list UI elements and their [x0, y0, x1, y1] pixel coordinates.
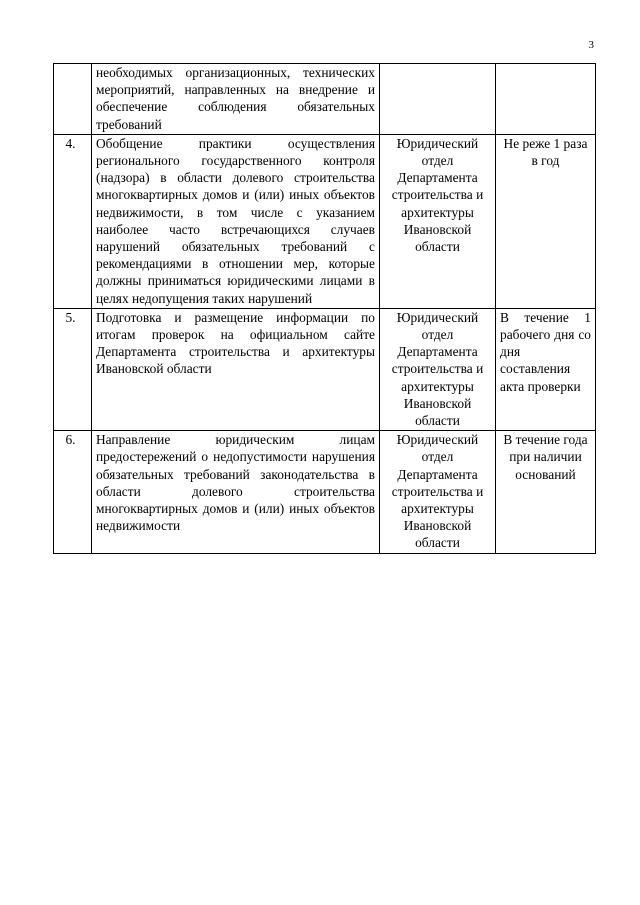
term-cell: [496, 64, 596, 135]
term-cell: В течение года при наличии оснований: [496, 431, 596, 553]
measures-table: [53, 63, 596, 554]
measure-description-cell: Обобщение практики осуществления регионального государственного контроля (надзора) в области долевого строительства многоквартирных домов и (или) иных объектов недвижимости, в том числе с указанием наиболее часто встречающихся случаев нарушений обязательных требований с рекомендациями в отношении мер, которые должны приниматься юридическими лицами в целях недопущения таких нарушений: [92, 134, 380, 308]
row-number-cell: 5.: [54, 308, 92, 430]
measure-description-cell: необходимых организационных, технических мероприятий, направленных на внедрение и обеспечение соблюдения обязательных требований: [92, 64, 380, 135]
row-number-cell: 4.: [54, 134, 92, 308]
row-number-cell: 6.: [54, 431, 92, 553]
responsible-cell: [380, 64, 496, 135]
measure-description-cell: Направление юридическим лицам предостережений о недопустимости нарушения обязательных требований законодательства в области долевого строительства многоквартирных домов и (или) иных объектов недвижимости: [92, 431, 380, 553]
table-row: [54, 431, 596, 553]
row-number-cell: [54, 64, 92, 135]
table-row: [54, 308, 596, 430]
responsible-cell: Юридический отдел Департамента строительства и архитектуры Ивановской области: [380, 308, 496, 430]
page-number: 3: [588, 39, 594, 51]
responsible-cell: Юридический отдел Департамента строительства и архитектуры Ивановской области: [380, 431, 496, 553]
measure-description-cell: Подготовка и размещение информации по итогам проверок на официальном сайте Департамента строительства и архитектуры Ивановской области: [92, 308, 380, 430]
table-row: [54, 134, 596, 308]
term-cell: Не реже 1 раза в год: [496, 134, 596, 308]
table-row: [54, 64, 596, 135]
term-cell: В течение 1 рабочего дня со дня составления акта проверки: [496, 308, 596, 430]
responsible-cell: Юридический отдел Департамента строительства и архитектуры Ивановской области: [380, 134, 496, 308]
